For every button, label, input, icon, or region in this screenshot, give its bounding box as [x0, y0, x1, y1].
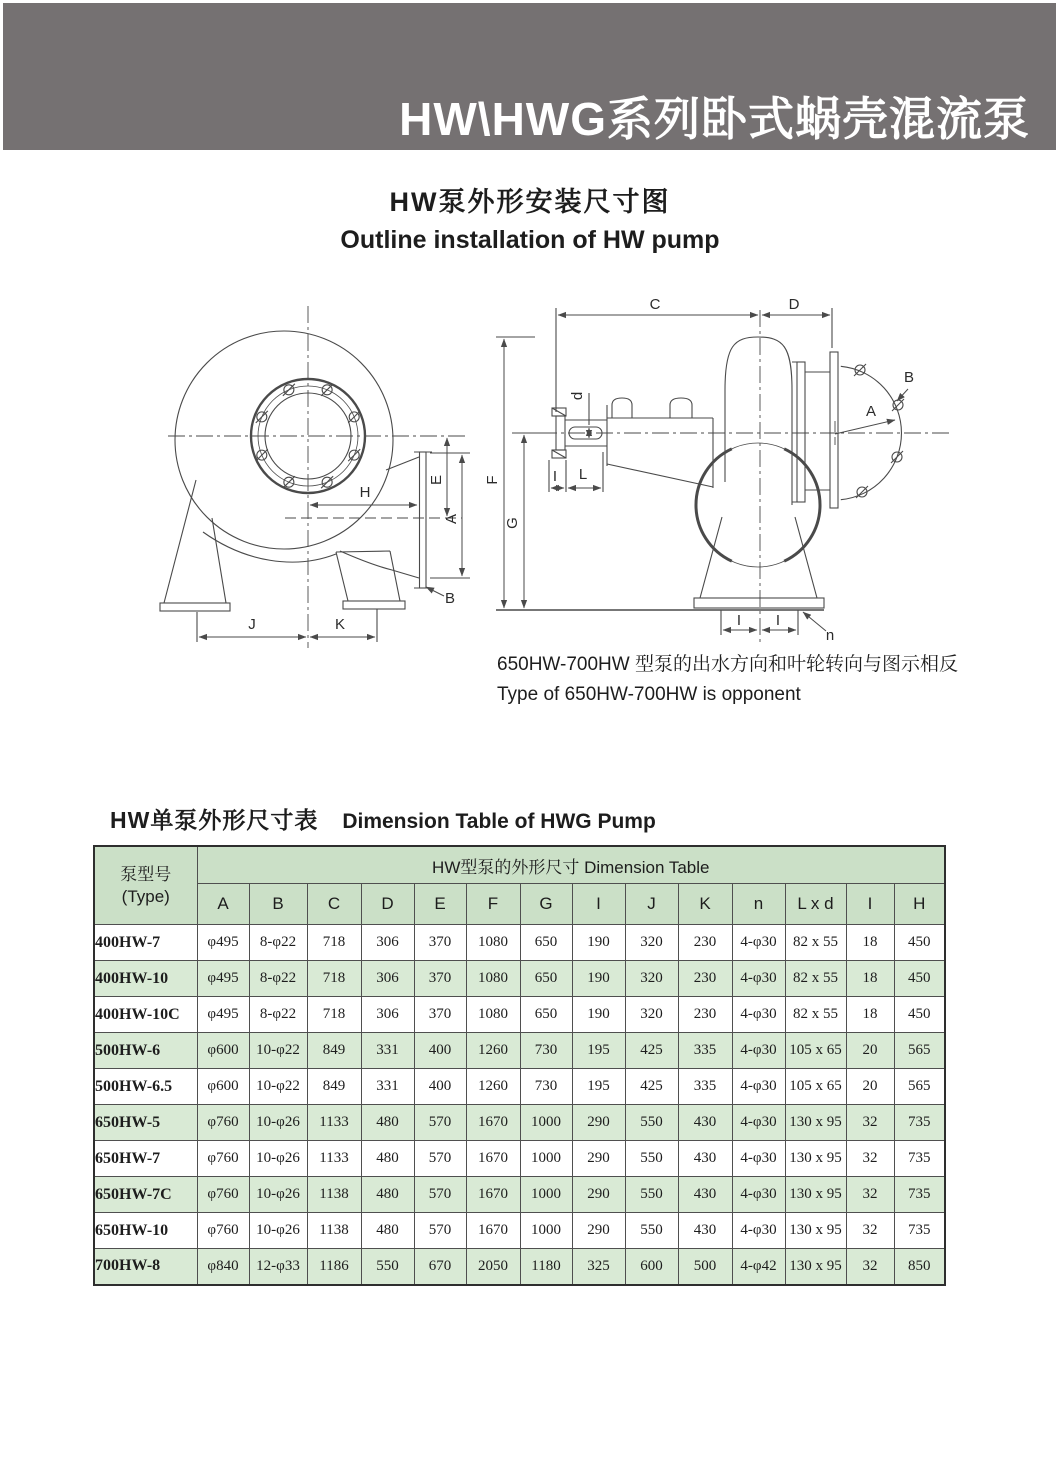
- dimension-value-cell: 735: [894, 1141, 945, 1177]
- column-header: C: [307, 884, 361, 925]
- column-header: H: [894, 884, 945, 925]
- dimension-value-cell: 10-φ22: [249, 1069, 307, 1105]
- volute-casing-circle: [175, 331, 393, 549]
- dimension-value-cell: 12-φ33: [249, 1249, 307, 1285]
- dimension-value-cell: 370: [414, 961, 466, 997]
- dimension-value-cell: 190: [572, 997, 625, 1033]
- dimension-label-A: A: [443, 513, 460, 525]
- dimension-value-cell: 480: [361, 1105, 414, 1141]
- section-title-zh: HW泵外形安装尺寸图: [389, 187, 671, 217]
- dimension-value-cell: 1133: [307, 1105, 361, 1141]
- left-foot: [160, 603, 230, 611]
- dimension-value-cell: 1080: [466, 997, 520, 1033]
- dimension-label-I: I: [736, 612, 742, 629]
- column-header: I: [846, 884, 894, 925]
- dimension-label-B: B: [903, 369, 915, 386]
- dimension-label-H: H: [359, 484, 371, 501]
- table-title-en: Dimension Table of HWG Pump: [342, 810, 656, 833]
- dimension-value-cell: φ760: [197, 1177, 249, 1213]
- dimension-value-cell: 105 x 65: [785, 1069, 846, 1105]
- dimension-value-cell: 290: [572, 1105, 625, 1141]
- dimension-value-cell: 430: [678, 1177, 732, 1213]
- table-row: [94, 1105, 945, 1141]
- dimension-value-cell: 18: [846, 961, 894, 997]
- dimension-value-cell: 18: [846, 997, 894, 1033]
- dimension-value-cell: 1670: [466, 1141, 520, 1177]
- dimension-value-cell: 2050: [466, 1249, 520, 1285]
- dimension-label-J: J: [248, 616, 256, 633]
- dimension-value-cell: 320: [625, 925, 678, 961]
- dimension-table: [93, 845, 946, 1286]
- pump-type-cell: 400HW-7: [94, 925, 197, 961]
- dimension-value-cell: 550: [625, 1105, 678, 1141]
- dimension-value-cell: 730: [520, 1033, 572, 1069]
- dimension-value-cell: 1000: [520, 1177, 572, 1213]
- dimension-value-cell: 335: [678, 1033, 732, 1069]
- pump-type-cell: 700HW-8: [94, 1249, 197, 1285]
- dimension-label-n: n: [825, 627, 835, 644]
- pedestal-base: [694, 598, 824, 608]
- dimension-value-cell: 18: [846, 925, 894, 961]
- dimension-value-cell: φ600: [197, 1033, 249, 1069]
- dimension-value-cell: 450: [894, 961, 945, 997]
- dimension-value-cell: 849: [307, 1069, 361, 1105]
- dimension-value-cell: 570: [414, 1213, 466, 1249]
- dimension-value-cell: 1133: [307, 1141, 361, 1177]
- dimension-value-cell: 4-φ30: [732, 1213, 785, 1249]
- dimension-value-cell: 650: [520, 925, 572, 961]
- dimension-label-C: C: [649, 296, 661, 313]
- column-header: G: [520, 884, 572, 925]
- drawing-note: [497, 650, 958, 710]
- drawing-note-zh: 650HW-700HW 型泵的出水方向和叶轮转向与图示相反: [497, 654, 958, 675]
- table-row: [94, 1249, 945, 1285]
- pump-type-cell: 400HW-10: [94, 961, 197, 997]
- dimension-value-cell: 735: [894, 1105, 945, 1141]
- dimension-value-cell: 1080: [466, 961, 520, 997]
- dimension-value-cell: 105 x 65: [785, 1033, 846, 1069]
- dimension-value-cell: 230: [678, 997, 732, 1033]
- dimension-value-cell: 430: [678, 1213, 732, 1249]
- dimension-value-cell: 32: [846, 1213, 894, 1249]
- dimension-value-cell: 130 x 95: [785, 1141, 846, 1177]
- pump-type-cell: 400HW-10C: [94, 997, 197, 1033]
- bearing-bracket: [607, 405, 713, 488]
- pump-type-cell: 500HW-6.5: [94, 1069, 197, 1105]
- dimension-value-cell: φ495: [197, 925, 249, 961]
- table-group-header: HW型泵的外形尺寸 Dimension Table: [197, 846, 945, 884]
- dimension-label-E: E: [428, 474, 445, 486]
- dimension-label-F: F: [484, 475, 501, 485]
- dimension-value-cell: φ760: [197, 1213, 249, 1249]
- dimension-value-cell: 8-φ22: [249, 997, 307, 1033]
- dimension-value-cell: 1000: [520, 1141, 572, 1177]
- dimension-value-cell: 1000: [520, 1105, 572, 1141]
- table-row: [94, 1069, 945, 1105]
- dimension-value-cell: 290: [572, 1213, 625, 1249]
- column-header: K: [678, 884, 732, 925]
- dimension-value-cell: 370: [414, 925, 466, 961]
- dimension-value-cell: 730: [520, 1069, 572, 1105]
- side-view-drawing: [484, 296, 952, 646]
- dimension-value-cell: 4-φ30: [732, 1177, 785, 1213]
- dimension-value-cell: 600: [625, 1249, 678, 1285]
- section-titles: [0, 180, 1060, 255]
- dimension-value-cell: 1260: [466, 1033, 520, 1069]
- dimension-value-cell: 4-φ30: [732, 961, 785, 997]
- dimension-value-cell: 4-φ30: [732, 1141, 785, 1177]
- dimension-label-d: d: [569, 391, 586, 401]
- dimension-value-cell: 8-φ22: [249, 961, 307, 997]
- dimension-value-cell: 1670: [466, 1105, 520, 1141]
- dimension-value-cell: 849: [307, 1033, 361, 1069]
- page-header-band: [3, 3, 1056, 150]
- dimension-value-cell: φ495: [197, 997, 249, 1033]
- dimension-value-cell: 4-φ42: [732, 1249, 785, 1285]
- pump-type-cell: 650HW-5: [94, 1105, 197, 1141]
- dimension-value-cell: 130 x 95: [785, 1105, 846, 1141]
- dimension-label-D: D: [788, 296, 800, 313]
- dimension-value-cell: 306: [361, 961, 414, 997]
- dimension-value-cell: φ760: [197, 1141, 249, 1177]
- dimension-value-cell: 335: [678, 1069, 732, 1105]
- dimension-value-cell: 306: [361, 925, 414, 961]
- dimension-label-L: L: [578, 466, 588, 483]
- dimension-value-cell: φ600: [197, 1069, 249, 1105]
- dimension-value-cell: 400: [414, 1033, 466, 1069]
- dimension-value-cell: φ495: [197, 961, 249, 997]
- dimension-label-I: I: [775, 612, 781, 629]
- column-header-type: 泵型号 (Type): [94, 846, 197, 925]
- dimension-value-cell: 1180: [520, 1249, 572, 1285]
- dimension-value-cell: 290: [572, 1177, 625, 1213]
- table-row: [94, 997, 945, 1033]
- dimension-value-cell: 82 x 55: [785, 997, 846, 1033]
- dimension-value-cell: 1080: [466, 925, 520, 961]
- dimension-value-cell: 1186: [307, 1249, 361, 1285]
- column-header: A: [197, 884, 249, 925]
- dimension-value-cell: 230: [678, 925, 732, 961]
- flange-bolts: [854, 364, 904, 498]
- dimension-value-cell: 480: [361, 1141, 414, 1177]
- dimension-value-cell: 195: [572, 1069, 625, 1105]
- pump-type-cell: 650HW-7C: [94, 1177, 197, 1213]
- dimension-value-cell: 82 x 55: [785, 925, 846, 961]
- dimension-value-cell: 1670: [466, 1177, 520, 1213]
- dimension-label-K: K: [334, 616, 346, 633]
- dimension-value-cell: φ840: [197, 1249, 249, 1285]
- column-header: D: [361, 884, 414, 925]
- dimension-value-cell: 32: [846, 1105, 894, 1141]
- pump-outline-drawings: [0, 290, 1060, 660]
- dimension-value-cell: 550: [625, 1213, 678, 1249]
- dimension-value-cell: 735: [894, 1177, 945, 1213]
- column-header: n: [732, 884, 785, 925]
- dimension-label-I: I: [552, 468, 558, 485]
- pump-type-cell: 650HW-10: [94, 1213, 197, 1249]
- pump-type-cell: 500HW-6: [94, 1033, 197, 1069]
- dimension-value-cell: 320: [625, 997, 678, 1033]
- dimension-value-cell: 10-φ26: [249, 1141, 307, 1177]
- dimension-value-cell: 20: [846, 1069, 894, 1105]
- dimension-value-cell: 400: [414, 1069, 466, 1105]
- dimension-value-cell: 10-φ22: [249, 1033, 307, 1069]
- column-header: I: [572, 884, 625, 925]
- section-title-en: Outline installation of HW pump: [340, 226, 720, 254]
- table-title: [110, 802, 656, 835]
- dimension-value-cell: 4-φ30: [732, 925, 785, 961]
- dimension-value-cell: 565: [894, 1033, 945, 1069]
- dimension-value-cell: 4-φ30: [732, 1105, 785, 1141]
- dimension-value-cell: 850: [894, 1249, 945, 1285]
- dimension-value-cell: 718: [307, 925, 361, 961]
- dimension-value-cell: 32: [846, 1249, 894, 1285]
- dimension-value-cell: 190: [572, 961, 625, 997]
- column-header: F: [466, 884, 520, 925]
- dimension-value-cell: 430: [678, 1105, 732, 1141]
- column-header: E: [414, 884, 466, 925]
- dimension-value-cell: 735: [894, 1213, 945, 1249]
- dimension-value-cell: 230: [678, 961, 732, 997]
- dimension-value-cell: 718: [307, 997, 361, 1033]
- dimension-value-cell: 1670: [466, 1213, 520, 1249]
- dimension-value-cell: 130 x 95: [785, 1177, 846, 1213]
- dimension-value-cell: 565: [894, 1069, 945, 1105]
- column-header: L x d: [785, 884, 846, 925]
- dimension-value-cell: 32: [846, 1177, 894, 1213]
- dimension-value-cell: 718: [307, 961, 361, 997]
- dimension-value-cell: 195: [572, 1033, 625, 1069]
- discharge-flange: [420, 452, 427, 588]
- dimension-value-cell: 306: [361, 997, 414, 1033]
- dimension-value-cell: 480: [361, 1213, 414, 1249]
- dimension-value-cell: 20: [846, 1033, 894, 1069]
- dimension-value-cell: 4-φ30: [732, 997, 785, 1033]
- dimension-value-cell: 331: [361, 1069, 414, 1105]
- dimension-value-cell: 425: [625, 1069, 678, 1105]
- column-header: J: [625, 884, 678, 925]
- dimension-value-cell: 650: [520, 961, 572, 997]
- dimension-value-cell: 480: [361, 1177, 414, 1213]
- dimension-value-cell: 130 x 95: [785, 1249, 846, 1285]
- dimension-value-cell: 130 x 95: [785, 1213, 846, 1249]
- dimension-value-cell: 1138: [307, 1213, 361, 1249]
- dimension-value-cell: 325: [572, 1249, 625, 1285]
- dimension-value-cell: 430: [678, 1141, 732, 1177]
- table-row: [94, 1213, 945, 1249]
- dimension-value-cell: 550: [361, 1249, 414, 1285]
- dimension-value-cell: 570: [414, 1141, 466, 1177]
- table-row: [94, 925, 945, 961]
- dimension-value-cell: 320: [625, 961, 678, 997]
- dimension-value-cell: 290: [572, 1141, 625, 1177]
- front-view-drawing: [160, 306, 470, 648]
- table-title-zh: HW单泵外形尺寸表: [110, 807, 319, 833]
- dimension-value-cell: 550: [625, 1177, 678, 1213]
- dimension-value-cell: 4-φ30: [732, 1069, 785, 1105]
- dimension-value-cell: 4-φ30: [732, 1033, 785, 1069]
- right-foot: [343, 601, 405, 609]
- dimension-value-cell: 1260: [466, 1069, 520, 1105]
- dimension-value-cell: 570: [414, 1177, 466, 1213]
- dimension-value-cell: 1138: [307, 1177, 361, 1213]
- dimension-value-cell: 550: [625, 1141, 678, 1177]
- table-row: [94, 961, 945, 997]
- column-header: B: [249, 884, 307, 925]
- dimension-label-A: A: [865, 403, 877, 420]
- table-row: [94, 1141, 945, 1177]
- casing-dome: [725, 337, 792, 390]
- dimension-value-cell: 8-φ22: [249, 925, 307, 961]
- table-row: [94, 1177, 945, 1213]
- dimension-label-B: B: [444, 590, 456, 607]
- dimension-value-cell: 32: [846, 1141, 894, 1177]
- page-title: HW\HWG系列卧式蜗壳混流泵: [399, 93, 1030, 145]
- mounting-flange-plate: [830, 352, 838, 508]
- dimension-value-cell: φ760: [197, 1105, 249, 1141]
- dimension-value-cell: 425: [625, 1033, 678, 1069]
- dimension-value-cell: 82 x 55: [785, 961, 846, 997]
- dimension-value-cell: 650: [520, 997, 572, 1033]
- dimension-value-cell: 1000: [520, 1213, 572, 1249]
- dimension-value-cell: 570: [414, 1105, 466, 1141]
- pump-type-cell: 650HW-7: [94, 1141, 197, 1177]
- dimension-value-cell: 10-φ26: [249, 1105, 307, 1141]
- dimension-value-cell: 10-φ26: [249, 1213, 307, 1249]
- dimension-value-cell: 450: [894, 997, 945, 1033]
- table-row: [94, 1033, 945, 1069]
- dimension-value-cell: 190: [572, 925, 625, 961]
- dimension-value-cell: 10-φ26: [249, 1177, 307, 1213]
- dimension-value-cell: 331: [361, 1033, 414, 1069]
- dimension-label-G: G: [504, 517, 521, 529]
- dimension-value-cell: 450: [894, 925, 945, 961]
- dimension-value-cell: 370: [414, 997, 466, 1033]
- drawing-note-en: Type of 650HW-700HW is opponent: [497, 684, 801, 705]
- dimension-value-cell: 500: [678, 1249, 732, 1285]
- dimension-value-cell: 670: [414, 1249, 466, 1285]
